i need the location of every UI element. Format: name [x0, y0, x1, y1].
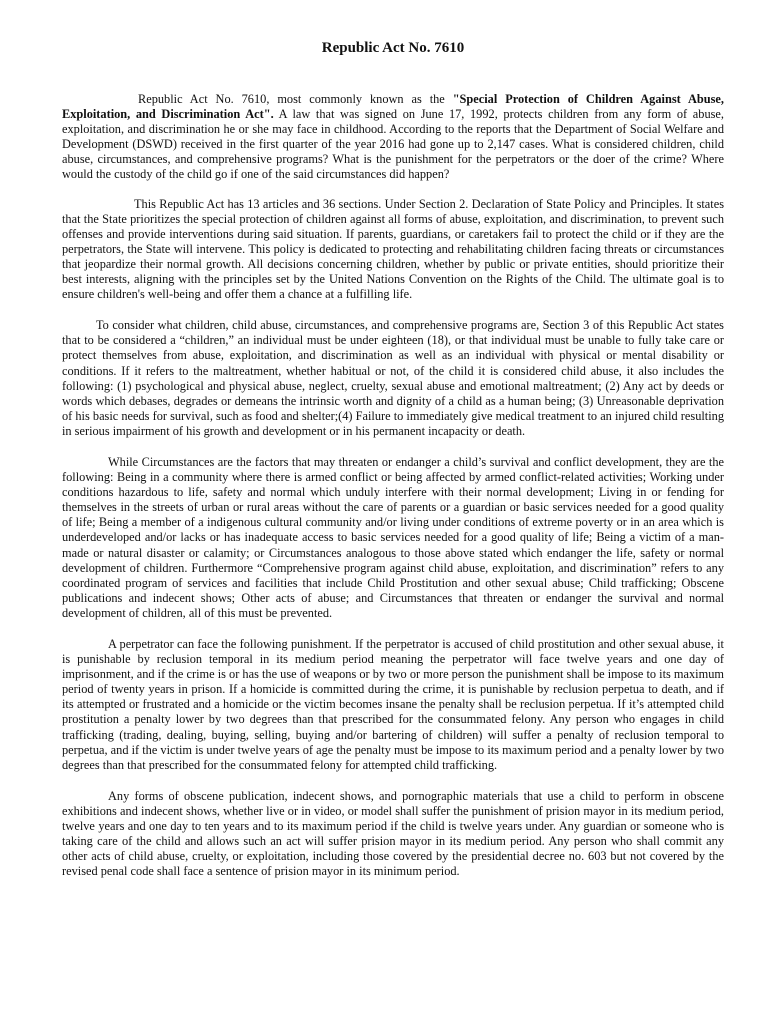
act-official-name: "Special Protection of Children Against Abuse, Exploitation, and Discrimination Act".	[62, 92, 724, 122]
paragraph-introduction	[62, 92, 724, 183]
document-page	[62, 38, 724, 879]
paragraph-punishment: A perpetrator can face the following punishment. If the perpetrator is accused of child prostitution and other sexual abuse, it is punishable by reclusion temporal in its medium period meaning the perpetrator will face twelve years and one day of imprisonment, and if the crime is or has the use of weapons or by two or more person the punishment shall be impose to its maximum period of twenty years in prison. If a homicide is committed during the crime, it is punishable by reclusion perpetua to death, and if its attempted or frustrated and a homicide or the victim becomes insane the penalty shall be reclusion perpetua. If it’s attempted child prostitution a penalty lower by two degrees than that prescribed for the consummated felony. Any person who engages in child trafficking (trading, dealing, buying, selling, buying and/or bartering of children) will suffer a penalty of reclusion temporal to perpetua, and if the victim is under twelve years of age the penalty must be impose to its maximum period and a penalty lower by two degrees than that prescribed for the consummated felony for attempted child trafficking.	[62, 637, 724, 772]
intro-text-end: A law that was signed on June 17, 1992, protects children from any form of abuse, exploitation, and discrimination he or she may face in childhood. According to the reports that the Department of Social Welfare and Development (DSWD) received in the first quarter of the year 2016 had gone up to 2,147 cases. What is considered children, child abuse, circumstances, and comprehensive programs? What is the punishment for the perpetrators or the doer of the crime? Where would the custody of the child go if one of the said circumstances did happen?	[62, 107, 724, 182]
paragraph-circumstances: While Circumstances are the factors that may threaten or endanger a child’s survival and conflict development, they are the following: Being in a community where there is armed conflict or being affected by armed conflict-related activities; Working under conditions hazardous to life, safety and normal which unduly interfere with their normal development; Living in or fending for themselves in the streets of urban or rural areas without the care of parents or a guardian or basic services needed for a good quality of life; Being a member of a indigenous cultural community and/or living under conditions of extreme poverty or in an area which is underdeveloped and/or lacks or has inadequate access to basic services needed for a good quality of life; Being a victim of a man-made or natural disaster or calamity; or Circumstances analogous to those above stated which endanger the life, safety or normal development of children. Furthermore “Comprehensive program against child abuse, exploitation, and discrimination” refers to any coordinated program of services and facilities that include Child Prostitution and other sexual abuse; Child trafficking; Obscene publications and indecent shows; Other acts of abuse; and Circumstances that threaten or endanger the survival and normal development of children, all of this must be prevented.	[62, 454, 724, 620]
document-title: Republic Act No. 7610	[321, 40, 465, 56]
intro-text-start: Republic Act No. 7610, most commonly known as the	[138, 92, 453, 106]
paragraph-obscene-publications: Any forms of obscene publication, indecent shows, and pornographic materials that use a child to perform in obscene exhibitions and indecent shows, whether live or in video, or model shall suffer the punishment of prision mayor in its medium period, twelve years and one day to ten years and to its maximum period if the child is twelve years under. Any guardian or someone who is taking care of the child and allows such an act will suffer prision mayor in its medium period. Any person who shall commit any other acts of child abuse, cruelty, or exploitation, including those covered by the presidential decree no. 603 but not covered by the revised penal code shall face a sentence of prision mayor in its minimum period.	[62, 788, 724, 879]
paragraph-state-policy: This Republic Act has 13 articles and 36 sections. Under Section 2. Declaration of State Policy and Principles. It states that the State prioritizes the special protection of children against all forms of abuse, exploitation, and discrimination, to prevent such offenses and provide interventions during said situation. If parents, guardians, or caretakers fail to protect the child or if they are the perpetrators, the State will intervene. This policy is dedicated to protecting and rehabilitating children facing threats or circumstances that jeopardize their normal growth. All decisions concerning children, whether by public or private entities, should prioritize their best interests, aligning with the principles set by the United Nations Convention on the Rights of the Child. The ultimate goal is to ensure children's well-being and offer them a chance at a fulfilling life.	[62, 196, 724, 302]
paragraph-definitions: To consider what children, child abuse, circumstances, and comprehensive programs are, Section 3 of this Republic Act states that to be considered a “children,” an individual must be under eighteen (18), or that individual must be unable to fully take care or protect themselves from abuse, exploitation, and discrimination as well as an individual with physical or mental disability or conditions. If it refers to the maltreatment, whether habitual or not, of the child it is considered child abuse, it also includes the following: (1) psychological and physical abuse, neglect, cruelty, sexual abuse and emotional maltreatment; (2) Any act by deeds or words which debases, degrades or demeans the intrinsic worth and dignity of a child as a human being; (3) Unreasonable deprivation of his basic needs for survival, such as food and shelter;(4) Failure to immediately give medical treatment to an injured child resulting in serious impairment of his growth and development or in his permanent incapacity or death.	[62, 318, 724, 438]
